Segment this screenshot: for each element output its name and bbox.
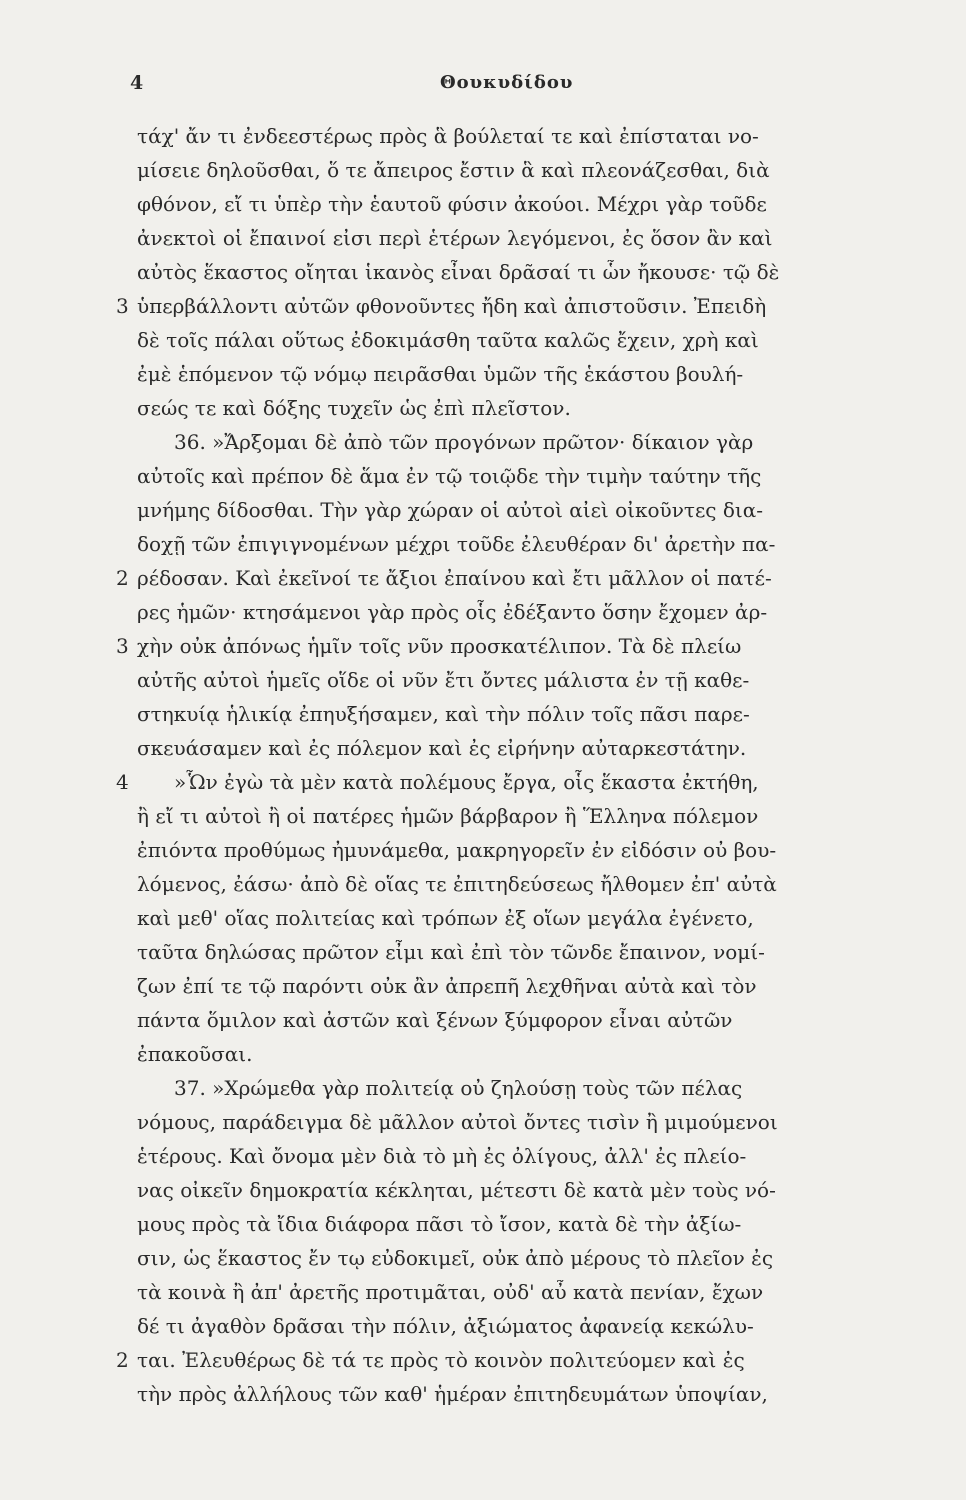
text-line: ταῦτα δηλώσας πρῶτον εἶμι καὶ ἐπὶ τὸν τῶνδε ἔπαινον, νομί- [137, 940, 765, 964]
text-line: ὑπερβάλλοντι αὐτῶν φθονοῦντες ἤδη καὶ ἀπιστοῦσιν. Ἐπειδὴ [137, 294, 767, 318]
text-line: ἢ εἴ τι αὐτοὶ ἢ οἱ πατέρες ἡμῶν βάρβαρον ἢ Ἕλληνα πόλεμον [137, 804, 759, 828]
text-line: σκευάσαμεν καὶ ἐς πόλεμον καὶ ἐς εἰρήνην αὐταρκεστάτην. [137, 736, 747, 760]
section-number: 2 [116, 1348, 129, 1372]
text-line: δὲ τοῖς πάλαι οὕτως ἐδοκιμάσθη ταῦτα καλῶς ἔχειν, χρὴ καὶ [137, 328, 759, 352]
text-line: τὴν πρὸς ἀλλήλους τῶν καθ' ἡμέραν ἐπιτηδευμάτων ὑποψίαν, [137, 1382, 768, 1406]
text-line: φθόνον, εἴ τι ὑπὲρ τὴν ἑαυτοῦ φύσιν ἀκούοι. Μέχρι γὰρ τοῦδε [137, 192, 767, 216]
text-line: δοχῇ τῶν ἐπιγιγνομένων μέχρι τοῦδε ἐλευθέραν δι' ἀρετὴν πα- [137, 532, 776, 556]
text-line: χὴν οὐκ ἀπόνως ἡμῖν τοῖς νῦν προσκατέλιπον. Τὰ δὲ πλείω [137, 634, 742, 658]
text-line: ζων ἐπί τε τῷ παρόντι οὐκ ἂν ἀπρεπῆ λεχθῆναι αὐτὰ καὶ τὸν [137, 974, 757, 998]
text-line: σιν, ὡς ἕκαστος ἔν τῳ εὐδοκιμεῖ, οὐκ ἀπὸ μέρους τὸ πλεῖον ἐς [137, 1246, 774, 1270]
text-line: νας οἰκεῖν δημοκρατία κέκληται, μέτεστι δὲ κατὰ μὲν τοὺς νό- [137, 1178, 776, 1202]
text-line: ἐπακοῦσαι. [137, 1042, 253, 1066]
section-number: 4 [116, 770, 129, 794]
text-line: δέ τι ἀγαθὸν δρᾶσαι τὴν πόλιν, ἀξιώματος ἀφανείᾳ κεκώλυ- [137, 1314, 754, 1338]
text-line: ἑτέρους. Καὶ ὄνομα μὲν διὰ τὸ μὴ ἐς ὀλίγους, ἀλλ' ἐς πλείο- [137, 1144, 747, 1168]
chapter-start-line: 37. »Χρώμεθα γὰρ πολιτείᾳ οὐ ζηλούσῃ τοὺς τῶν πέλας [174, 1076, 743, 1100]
text-line: ἐπιόντα προθύμως ἠμυνάμεθα, μακρηγορεῖν ἐν εἰδόσιν οὐ βου- [137, 838, 777, 862]
text-line: ρέδοσαν. Καὶ ἐκεῖνοί τε ἄξιοι ἐπαίνου καὶ ἔτι μᾶλλον οἱ πατέ- [137, 566, 772, 590]
text-line: ται. Ἐλευθέρως δὲ τά τε πρὸς τὸ κοινὸν πολιτεύομεν καὶ ἐς [137, 1348, 745, 1372]
section-number: 3 [116, 634, 129, 658]
text-line: αὐτῆς αὐτοὶ ἡμεῖς οἵδε οἱ νῦν ἔτι ὄντες μάλιστα ἐν τῇ καθε- [137, 668, 750, 692]
text-line: »Ὧν ἐγὼ τὰ μὲν κατὰ πολέμους ἔργα, οἷς ἕκαστα ἐκτήθη, [174, 770, 759, 794]
text-line: ἀνεκτοὶ οἱ ἔπαινοί εἰσι περὶ ἑτέρων λεγόμενοι, ἐς ὅσον ἂν καὶ [137, 226, 773, 250]
text-line: μους πρὸς τὰ ἴδια διάφορα πᾶσι τὸ ἴσον, κατὰ δὲ τὴν ἀξίω- [137, 1212, 742, 1236]
text-line: μίσειε δηλοῦσθαι, ὅ τε ἄπειρος ἔστιν ἃ καὶ πλεονάζεσθαι, διὰ [137, 158, 770, 182]
text-line: καὶ μεθ' οἵας πολιτείας καὶ τρόπων ἐξ οἵων μεγάλα ἐγένετο, [137, 906, 754, 930]
page-number: 4 [130, 72, 144, 94]
section-number: 3 [116, 294, 129, 318]
text-line: νόμους, παράδειγμα δὲ μᾶλλον αὐτοὶ ὄντες τισὶν ἢ μιμούμενοι [137, 1110, 778, 1134]
text-line: τάχ' ἄν τι ἐνδεεστέρως πρὸς ἃ βούλεταί τε καὶ ἐπίσταται νο- [137, 124, 759, 148]
text-line: λόμενος, ἐάσω· ἀπὸ δὲ οἵας τε ἐπιτηδεύσεως ἤλθομεν ἐπ' αὐτὰ [137, 872, 777, 896]
text-line: πάντα ὅμιλον καὶ ἀστῶν καὶ ξένων ξύμφορον εἶναι αὐτῶν [137, 1008, 733, 1032]
running-head: Θουκυδίδου [440, 72, 574, 93]
text-line: ρες ἡμῶν· κτησάμενοι γὰρ πρὸς οἷς ἐδέξαντο ὅσην ἔχομεν ἀρ- [137, 600, 768, 624]
text-line: τὰ κοινὰ ἢ ἀπ' ἀρετῆς προτιμᾶται, οὐδ' αὖ κατὰ πενίαν, ἔχων [137, 1280, 764, 1304]
text-line: αὐτοῖς καὶ πρέπον δὲ ἅμα ἐν τῷ τοιῷδε τὴν τιμὴν ταύτην τῆς [137, 464, 762, 488]
text-line: αὐτὸς ἕκαστος οἴηται ἱκανὸς εἶναι δρᾶσαί τι ὧν ἤκουσε· τῷ δὲ [137, 260, 780, 284]
section-number: 2 [116, 566, 129, 590]
text-line: ἐμὲ ἑπόμενον τῷ νόμῳ πειρᾶσθαι ὑμῶν τῆς ἑκάστου βουλή- [137, 362, 744, 386]
chapter-start-line: 36. »Ἄρξομαι δὲ ἀπὸ τῶν προγόνων πρῶτον· δίκαιον γὰρ [174, 430, 754, 454]
text-line: μνήμης δίδοσθαι. Τὴν γὰρ χώραν οἱ αὐτοὶ αἰεὶ οἰκοῦντες δια- [137, 498, 764, 522]
text-line: στηκυίᾳ ἡλικίᾳ ἐπηυξήσαμεν, καὶ τὴν πόλιν τοῖς πᾶσι παρε- [137, 702, 750, 726]
text-line: σεώς τε καὶ δόξης τυχεῖν ὡς ἐπὶ πλεῖστον. [137, 396, 571, 420]
